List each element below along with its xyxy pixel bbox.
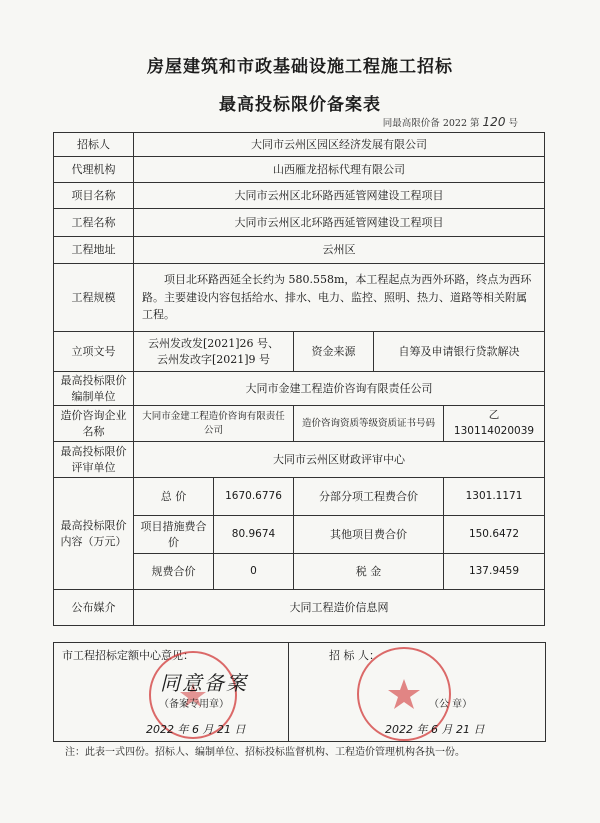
total-value: 1670.6776 — [214, 478, 294, 516]
price-group-label: 最高投标限价内容（万元） — [54, 478, 134, 590]
tenderer-seal-label: 招 标 人： — [329, 649, 380, 662]
measure-label: 项目措施费合 价 — [134, 516, 214, 554]
compiler-value: 大同市金建工程造价咨询有限责任公司 — [134, 372, 545, 406]
right-signature-date: 2022 年 6 月 21 日 — [385, 723, 485, 736]
row-price-1 — [54, 478, 545, 516]
row-agent — [54, 157, 545, 183]
center-opinion-label: 市工程招标定额中心意见： — [62, 649, 194, 662]
tenderer-value: 大同市云州区园区经济发展有限公司 — [134, 133, 545, 157]
tenderer-label: 招标人 — [54, 133, 134, 157]
fee-label: 规费合价 — [134, 554, 214, 590]
fee-value: 0 — [214, 554, 294, 590]
filing-prefix: 同最高限价备 2022 第 — [382, 118, 480, 129]
approval-value — [134, 332, 294, 372]
project-label: 项目名称 — [54, 183, 134, 209]
row-address — [54, 237, 545, 264]
row-approval — [54, 332, 545, 372]
media-label: 公布媒介 — [54, 590, 134, 626]
agent-label: 代理机构 — [54, 157, 134, 183]
consult-label: 造价咨询企业名称 — [54, 406, 134, 442]
form-subtitle: 最高投标限价备案表 — [219, 95, 381, 115]
scope-value: 项目北环路西延全长约为 580.558m，本工程起点为西外环路，终点为西环路。主要建设内容包括给水、排水、电力、监控、照明、热力、道路等相关附属工程。 — [134, 264, 545, 332]
filing-table — [53, 132, 545, 626]
filing-seal-note: （备案专用章） — [159, 699, 229, 710]
scope-label: 工程规模 — [54, 264, 134, 332]
subitem-label: 分部分项工程费合价 — [294, 478, 444, 516]
filing-number-handwritten: 120 — [482, 115, 506, 129]
tenderer-seal-box — [288, 642, 546, 742]
handwritten-approval: 同意备案 — [160, 671, 248, 695]
tenderer-seal-note: （公 章） — [429, 699, 473, 710]
approval-opinion-box — [53, 642, 289, 742]
consult-value: 大同市金建工程造价咨询有限责任公司 — [134, 406, 294, 442]
subitem-value: 1301.1171 — [444, 478, 545, 516]
address-value: 云州区 — [134, 237, 545, 264]
row-compiler — [54, 372, 545, 406]
cert-label: 造价咨询资质等级资质证书号码 — [294, 406, 444, 442]
row-tenderer — [54, 133, 545, 157]
engineering-value: 大同市云州区北环路西延管网建设工程项目 — [134, 209, 545, 237]
other-value: 150.6472 — [444, 516, 545, 554]
media-value: 大同工程造价信息网 — [134, 590, 545, 626]
row-consult — [54, 406, 545, 442]
engineering-label: 工程名称 — [54, 209, 134, 237]
measure-value: 80.9674 — [214, 516, 294, 554]
fund-label: 资金来源 — [294, 332, 374, 372]
agent-value: 山西雁龙招标代理有限公司 — [134, 157, 545, 183]
row-scope — [54, 264, 545, 332]
form-title: 房屋建筑和市政基础设施工程施工招标 — [147, 57, 453, 77]
project-value: 大同市云州区北环路西延管网建设工程项目 — [134, 183, 545, 209]
row-media — [54, 590, 545, 626]
approval-value-line2: 云州发改字[2021]9 号 — [156, 352, 271, 366]
cert-value: 乙 130114020039 — [444, 406, 545, 442]
tax-value: 137.9459 — [444, 554, 545, 590]
other-label: 其他项目费合价 — [294, 516, 444, 554]
compiler-label: 最高投标限价编制单位 — [54, 372, 134, 406]
footer-note: 注：此表一式四份。招标人、编制单位、招标投标监督机构、工程造价管理机构各执一份。 — [65, 747, 465, 758]
row-engineering — [54, 209, 545, 237]
approval-value-line1: 云州发改发[2021]26 号、 — [147, 336, 280, 350]
total-label: 总 价 — [134, 478, 214, 516]
filing-number — [383, 115, 518, 129]
tax-label: 税 金 — [294, 554, 444, 590]
filing-suffix: 号 — [508, 118, 518, 129]
address-label: 工程地址 — [54, 237, 134, 264]
approval-label: 立项文号 — [54, 332, 134, 372]
row-review — [54, 442, 545, 478]
row-project — [54, 183, 545, 209]
fund-value: 自筹及申请银行贷款解决 — [374, 332, 545, 372]
left-signature-date: 2022 年 6 月 21 日 — [146, 723, 246, 736]
review-value: 大同市云州区财政评审中心 — [134, 442, 545, 478]
review-label: 最高投标限价评审单位 — [54, 442, 134, 478]
